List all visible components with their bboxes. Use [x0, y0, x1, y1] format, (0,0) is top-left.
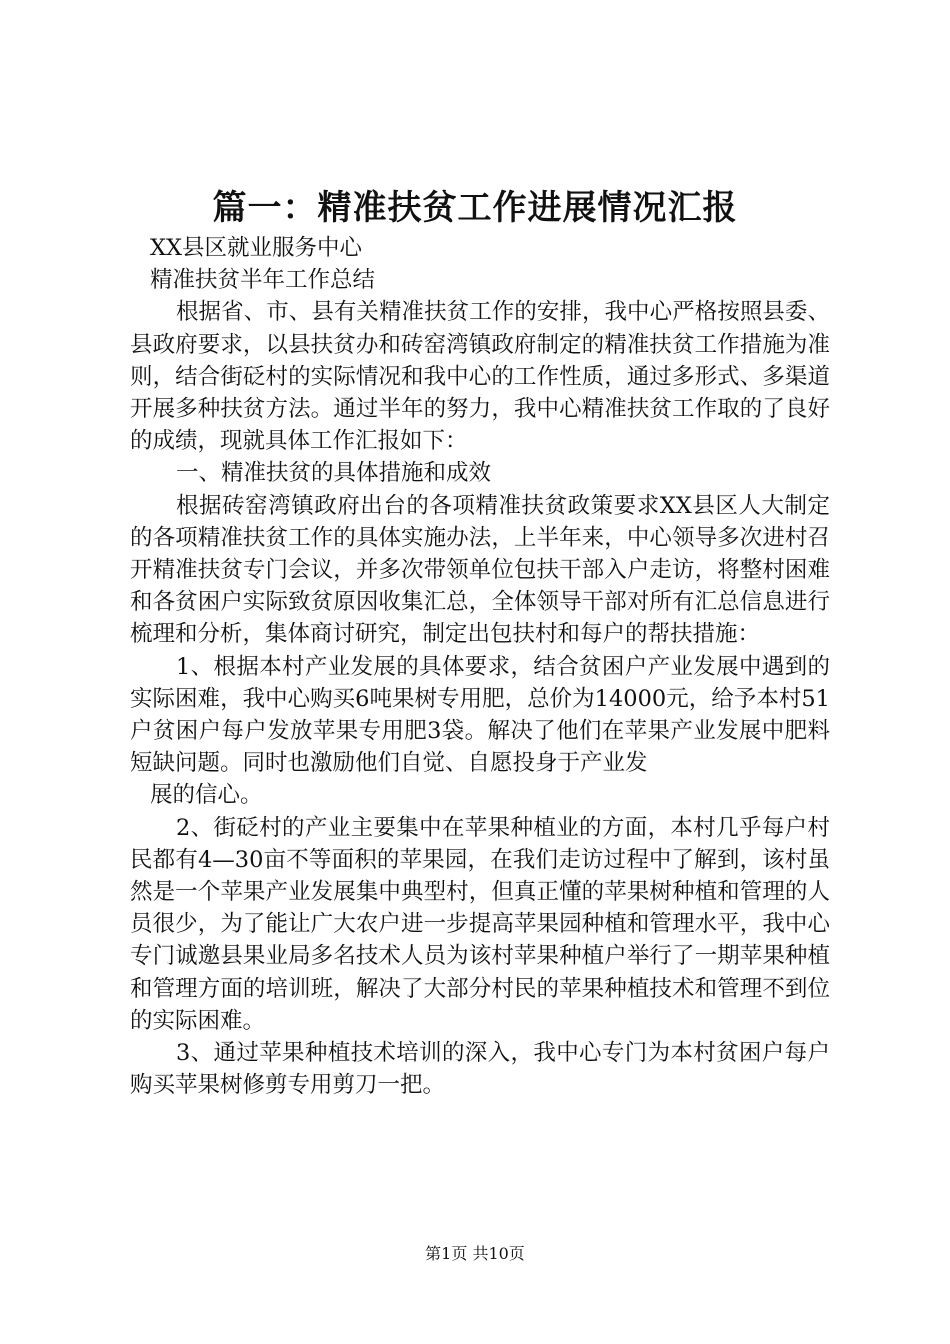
intro-paragraph: 根据省、市、县有关精准扶贫工作的安排，我中心严格按照县委、县政府要求，以县扶贫办和砖窑湾镇政府制定的精准扶贫工作措施为准则，结合街砭村的实际情况和我中心的工作性质，通过多形式、多渠道开展多种扶贫方法。通过半年的努力，我中心精准扶贫工作取的了良好的成绩，现就具体工作汇报如下： — [130, 299, 830, 455]
measures-paragraph: 根据砖窑湾镇政府出台的各项精准扶贫政策要求XX县区人大制定的各项精准扶贫工作的具体实施办法，上半年来，中心领导多次进村召开精准扶贫专门会议，并多次带领单位包扶干部入户走访，将整村困难和各贫困户实际致贫原因收集汇总，全体领导干部对所有汇总信息进行梳理和分析，集体商讨研究，制定出包扶村和每户的帮扶措施： — [130, 492, 830, 648]
item-2-paragraph: 2、街砭村的产业主要集中在苹果种植业的方面，本村几乎每户村民都有4—30亩不等面积的苹果园，在我们走访过程中了解到，该村虽然是一个苹果产业发展集中典型村，但真正懂的苹果树种植和管理的人员很少，为了能让广大农户进一步提高苹果园种植和管理水平，我中心专门诚邀县果业局多名技术人员为该村苹果种植户举行了一期苹果种植和管理方面的培训班，解决了大部分村民的苹果种植技术和管理不到位的实际困难。 — [130, 814, 830, 1034]
item-3-paragraph: 3、通过苹果种植技术培训的深入，我中心专门为本村贫困户每户购买苹果树修剪专用剪刀一把。 — [130, 1040, 830, 1099]
org-name-line: XX县区就业服务中心 — [150, 235, 363, 261]
document-title: 篇一：精准扶贫工作进展情况汇报 — [212, 188, 738, 228]
page-number-footer: 第1页 共10页 — [425, 1244, 525, 1263]
item-1-continuation: 展的信心。 — [150, 782, 263, 809]
document-body — [130, 232, 830, 1101]
section-heading-1: 一、精准扶贫的具体措施和成效 — [176, 460, 492, 487]
item-1-paragraph: 1、根据本村产业发展的具体要求，结合贫困户产业发展中遇到的实际困难，我中心购买6吨果树专用肥，总价为14000元，给予本村51户贫困户每户发放苹果专用肥3袋。解决了他们在苹果产业发展中肥料短缺问题。同时也激励他们自觉、自愿投身于产业发 — [130, 653, 830, 777]
report-subtitle-line: 精准扶贫半年工作总结 — [150, 267, 376, 294]
